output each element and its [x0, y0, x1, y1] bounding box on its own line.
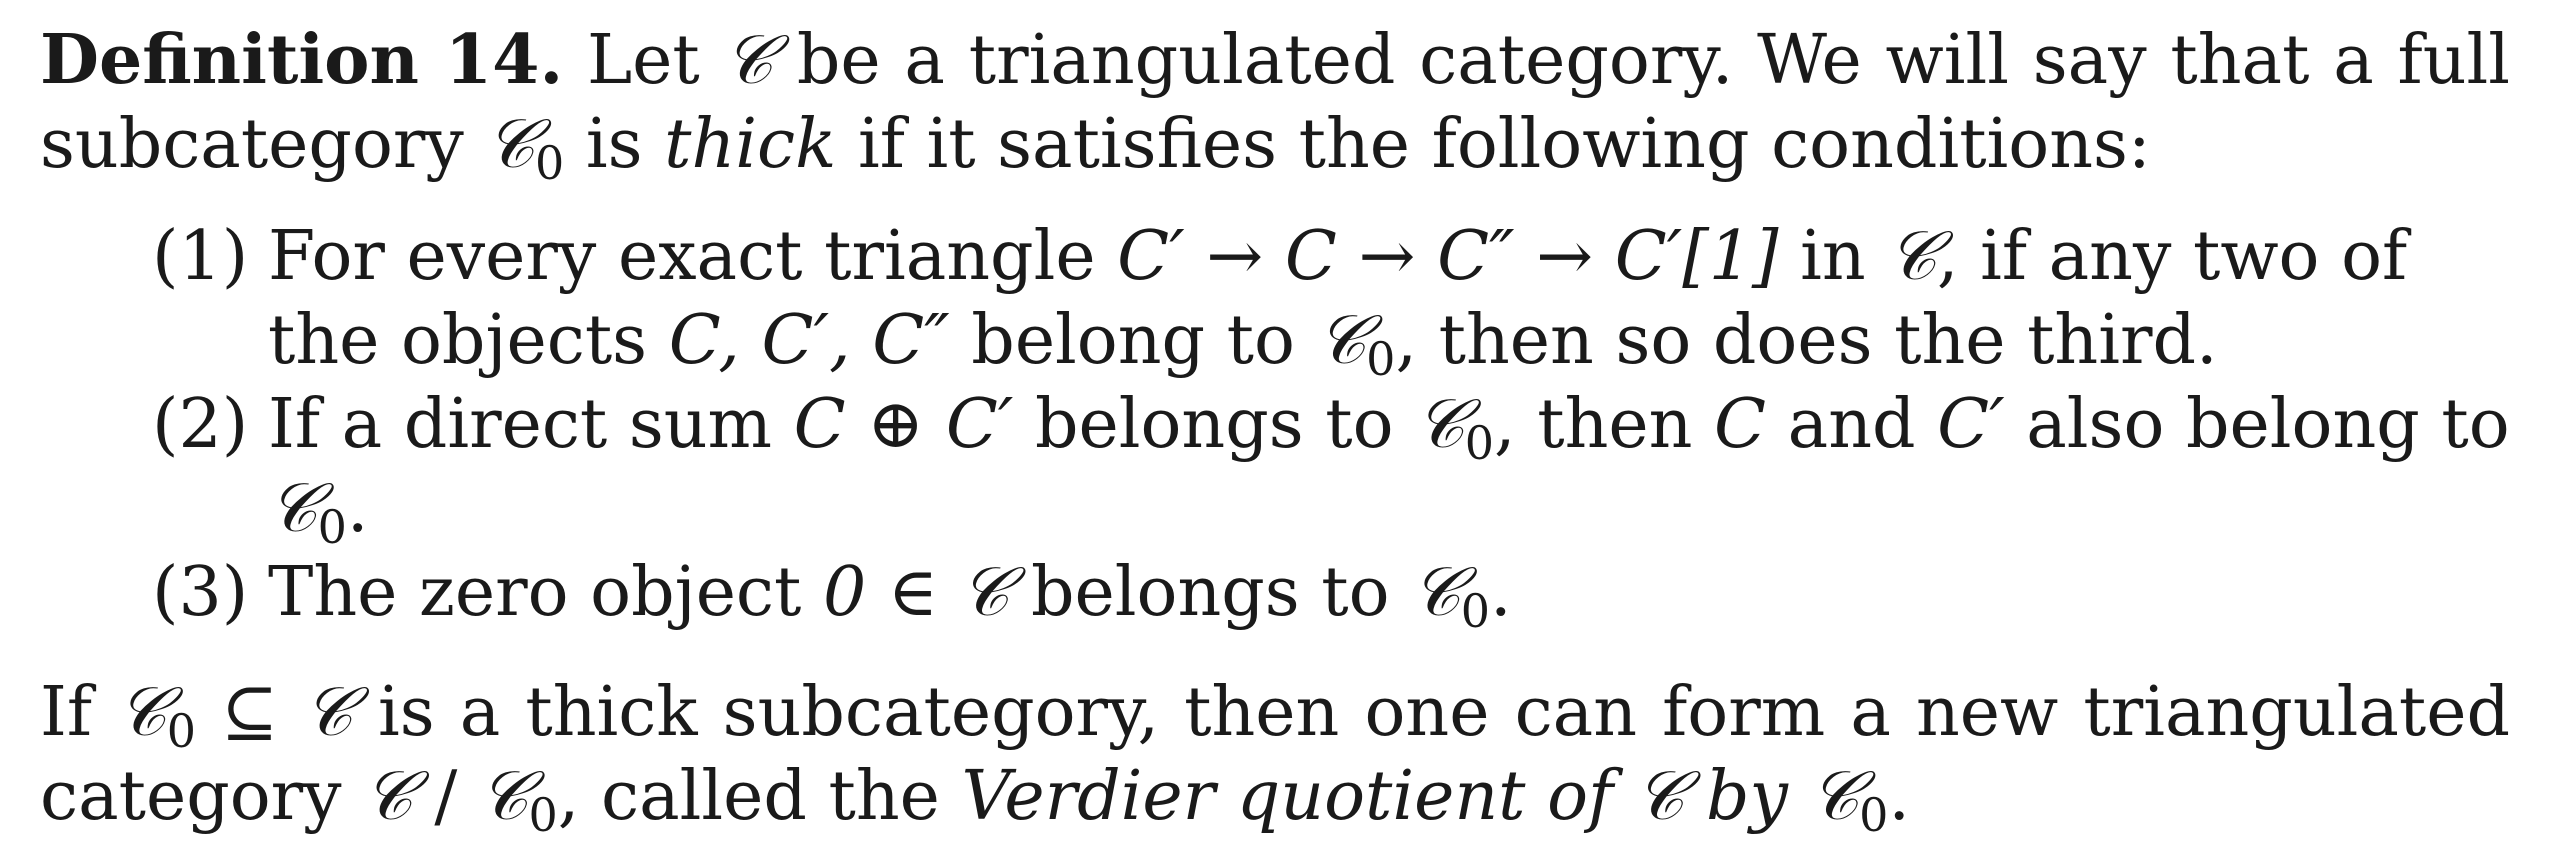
math-zero-object: 0 ∈ 𝒞	[822, 553, 1010, 632]
math-subcategory: 𝒞	[485, 105, 535, 184]
text: .	[1888, 757, 1911, 836]
text: and	[1766, 385, 1938, 464]
math-object: C	[1714, 385, 1767, 464]
emphasis-verdier: Verdier quotient of	[961, 757, 1635, 836]
document-page	[40, 18, 2510, 842]
text: , called the	[557, 757, 962, 836]
math-subscript: 0	[1859, 788, 1889, 842]
math-direct-sum: C ⊕ C′	[793, 385, 1014, 464]
math-subscript: 0	[535, 136, 565, 190]
math-category: 𝒞	[1887, 217, 1937, 296]
definition-heading: Definition 14.	[40, 20, 564, 100]
text: , if any two of the objects	[268, 217, 2408, 380]
math-quotient-sep: /	[412, 757, 479, 836]
condition-item	[40, 215, 2510, 386]
math-subscript: 0	[528, 788, 558, 842]
text: .	[346, 469, 369, 548]
text: , then	[1494, 385, 1715, 464]
definition-paragraph	[40, 18, 2510, 190]
math-subscript: 0	[166, 704, 197, 758]
math-subcategory: 𝒞	[117, 673, 167, 752]
closing-paragraph	[40, 671, 2510, 842]
math-object: C′	[1937, 385, 2005, 464]
emphasis-thick: thick	[664, 105, 837, 184]
emphasis-by: by	[1684, 757, 1810, 836]
math-category: 𝒞	[723, 21, 774, 100]
math-category: 𝒞	[363, 757, 413, 836]
text: is a thick subcategory, then one can form a new triangulated category	[40, 673, 2510, 836]
math-inclusion: ⊆ 𝒞	[196, 673, 353, 752]
math-subscript: 0	[1366, 332, 1396, 386]
text: belongs to	[1009, 553, 1412, 632]
text: If a direct sum	[268, 385, 794, 464]
condition-number: (2)	[152, 385, 249, 464]
text: is	[564, 105, 665, 184]
math-subcategory: 𝒞	[1411, 553, 1461, 632]
condition-number: (1)	[152, 217, 249, 296]
condition-number: (3)	[152, 553, 249, 632]
math-subscript: 0	[317, 500, 347, 554]
math-subcategory: 𝒞	[478, 757, 529, 836]
condition-item	[40, 551, 2510, 638]
text: If	[40, 673, 118, 752]
text: Let	[586, 21, 724, 100]
text: The zero object	[268, 553, 823, 632]
math-subcategory: 𝒞	[1415, 385, 1465, 464]
math-subscript: 0	[1464, 416, 1495, 470]
conditions-list	[40, 215, 2510, 638]
text: be a triangulated category. We will say that a full subcategory	[40, 21, 2510, 184]
text: if it satisfies the following conditions:	[836, 105, 2151, 184]
text: For every exact triangle	[268, 217, 1118, 296]
text: belongs to	[1013, 385, 1416, 464]
math-subcategory: 𝒞	[1316, 301, 1367, 380]
text: in	[1778, 217, 1888, 296]
text: .	[1490, 553, 1512, 632]
condition-item	[40, 383, 2510, 554]
math-subcategory: 𝒞	[1809, 757, 1860, 836]
math-category: 𝒞	[1634, 757, 1685, 836]
text: belong to	[949, 301, 1317, 380]
text: , then so does the third.	[1395, 301, 2218, 380]
math-subcategory: 𝒞	[268, 469, 318, 548]
text: also belong to	[2004, 385, 2510, 464]
math-triangle: C′ → C → C″ → C′[1]	[1117, 217, 1779, 296]
math-subscript: 0	[1460, 584, 1491, 638]
math-objects: C, C′, C″	[668, 301, 950, 380]
